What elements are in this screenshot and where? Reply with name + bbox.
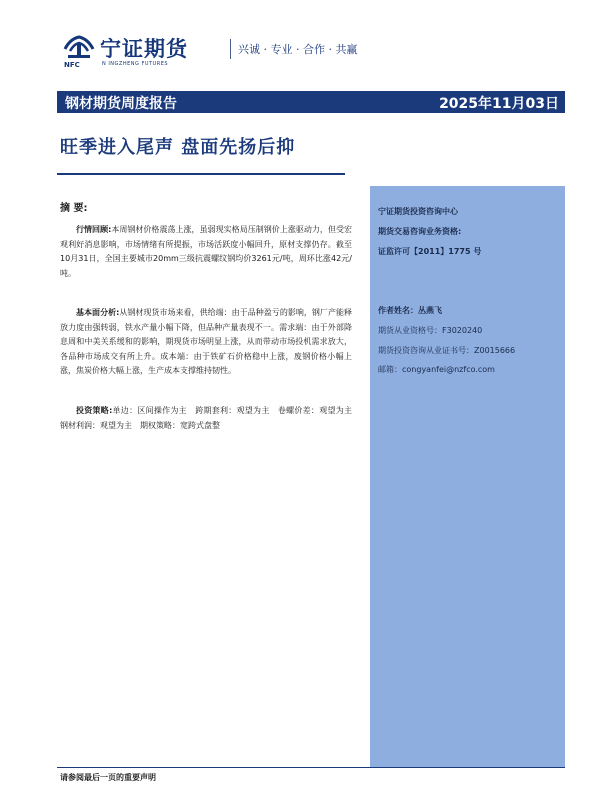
logo-divider [230,39,231,59]
company-name: 宁证期货 [100,36,188,61]
company-slogan: 兴诚 · 专业 · 合作 · 共赢 [238,43,358,56]
practice-qualification-number: 期货从业资格号：F3020240 [378,326,483,335]
abstract-paragraph-strategy [60,404,360,433]
paragraph-text: 单边：区间操作为主 跨期套利：观望为主 卷螺价差：观望为主 钢材利润：观望为主 期权策略：宽跨式盘整 [60,406,360,430]
headline-divider [57,173,345,175]
report-title-bar [57,91,565,113]
license-number: 证监许可【2011】1775 号 [378,247,482,256]
paragraph-text: 从钢材现货市场来看，供给端：由于品种盈亏的影响，钢厂产能释放力度由强转弱，铁水产量小幅下降，但品种产量表现不一。需求端：由于外部降息周和中美关系缓和的影响，期现货市场明显上涨，从而带动市场投机需求放大，各品种市场成交有所上升。成本端：由于铁矿石价格稳中上涨，废钢价格小幅上涨，焦炭价格大幅上涨，生产成本支撑维持韧性。 [60,308,353,375]
consulting-certificate-number: 期货投资咨询从业证书号：Z0015666 [378,346,516,355]
company-abbr: NFC [64,61,80,69]
report-type: 钢材期货周度报告 [65,96,177,112]
abstract-paragraph-market-review [60,223,352,281]
research-center-name: 宁证期货投资咨询中心 [378,207,458,216]
paragraph-lead: 投资策略: [76,406,113,415]
report-headline: 旺季进入尾声 盘面先扬后抑 [60,137,296,158]
abstract-title: 摘 要: [60,203,88,214]
footer-disclaimer: 请参阅最后一页的重要声明 [60,773,156,782]
paragraph-text: 本周钢材价格震荡上涨，虽弱现实格局压制钢价上涨驱动力，但受宏观利好消息影响，市场情绪有所提振，市场活跃度小幅回升，原材支撑仍存。截至10月31日，全国主要城市20mm三级抗震螺纹钢均价3261元/吨，周环比涨42元/吨。 [60,225,352,278]
author-name: 作者姓名：丛燕飞 [378,306,442,315]
abstract-paragraph-fundamentals [60,306,352,379]
report-date: 2025年11月03日 [439,96,559,112]
paragraph-lead: 基本面分析: [76,308,120,317]
author-info-sidebar [370,186,565,767]
qualification-label: 期货交易咨询业务资格: [378,227,462,236]
author-email[interactable]: 邮箱：congyanfei@nzfco.com [378,365,495,374]
company-english-name: N INGZHENG FUTURES [102,61,169,67]
footer-divider [57,767,565,768]
logo-emblem-icon [62,33,96,59]
paragraph-lead: 行情回顾: [76,225,112,234]
company-logo [62,33,392,69]
